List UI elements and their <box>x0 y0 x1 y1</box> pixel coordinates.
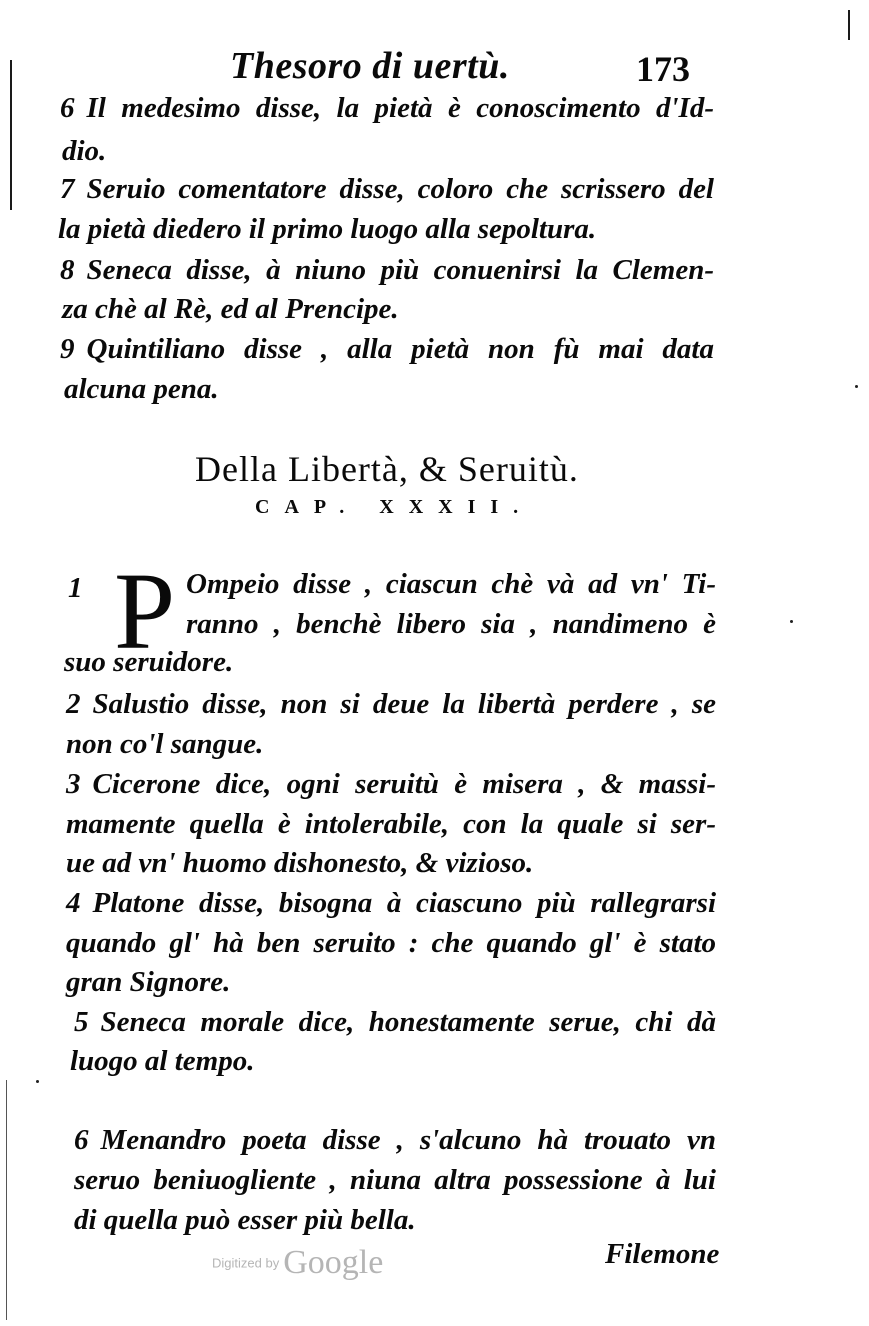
text-line <box>66 929 716 958</box>
text-line <box>60 256 714 285</box>
watermark-digitized-text: Digitized by <box>212 1255 280 1271</box>
line-text: Platone disse, bisogna à ciascuno più rallegrarsi <box>92 887 716 919</box>
text-line <box>74 1008 716 1037</box>
chapter-number: CAP. XXXII. <box>255 496 534 518</box>
item-number: 6 <box>60 92 75 124</box>
item-number: 5 <box>74 1006 89 1038</box>
text-line <box>186 610 716 639</box>
scan-speck <box>855 385 858 388</box>
line-text: la pietà diedero il primo luogo alla sepoltura. <box>58 213 597 245</box>
item-number: 6 <box>74 1124 89 1156</box>
line-text: suo seruidore. <box>64 646 234 678</box>
text-line <box>74 1166 716 1195</box>
text-line <box>186 570 716 599</box>
left-scan-edge-lower <box>6 1080 7 1320</box>
line-text: ranno , benchè libero sia , nandimeno è <box>186 608 716 640</box>
text-line <box>66 889 716 918</box>
item-number: 7 <box>60 173 75 205</box>
text-line <box>66 968 230 997</box>
line-text: Seruio comentatore disse, coloro che scrissero del <box>86 173 714 205</box>
line-text: Salustio disse, non si deue la libertà perdere , se <box>92 688 716 720</box>
line-text: luogo al tempo. <box>70 1045 255 1077</box>
line-text: alcuna pena. <box>64 373 219 405</box>
item-number: 1 <box>68 572 83 604</box>
text-line <box>64 648 233 677</box>
scan-speck <box>36 1080 39 1083</box>
line-text: dio. <box>62 135 107 167</box>
text-line <box>66 770 716 799</box>
chapter-title: Della Libertà, & Seruitù. <box>195 449 579 489</box>
line-text: Seneca disse, à niuno più conuenirsi la Clemen- <box>86 254 714 286</box>
line-text: Quintiliano disse , alla pietà non fù mai data <box>86 333 714 365</box>
line-text: Cicerone dice, ogni seruitù è misera , & massi- <box>92 768 716 800</box>
item-number: 8 <box>60 254 75 286</box>
text-line <box>58 215 596 244</box>
line-text: mamente quella è intolerabile, con la quale si ser- <box>66 808 716 840</box>
text-line <box>74 1126 716 1155</box>
line-text: seruo beniuogliente , niuna altra possessione à lui <box>74 1164 716 1196</box>
line-text: quando gl' hà ben seruito : che quando gl' è stato <box>66 927 716 959</box>
catchword: Filemone <box>605 1238 720 1270</box>
page-number: 173 <box>636 49 690 89</box>
text-line <box>66 849 533 878</box>
text-line <box>66 810 716 839</box>
running-head: Thesoro di uertù. <box>230 45 510 87</box>
item-number: 3 <box>66 768 81 800</box>
item-number: 4 <box>66 887 81 919</box>
text-line <box>70 1047 254 1076</box>
line-text: Ompeio disse , ciascun chè và ad vn' Ti- <box>186 568 716 600</box>
line-text: non co'l sangue. <box>66 728 264 760</box>
text-line <box>62 137 106 166</box>
text-line <box>64 375 219 404</box>
line-text: gran Signore. <box>66 966 231 998</box>
line-text: di quella può esser più bella. <box>74 1204 416 1236</box>
item-number: 2 <box>66 688 81 720</box>
line-text: za chè al Rè, ed al Prencipe. <box>62 293 399 325</box>
right-scan-edge <box>848 10 850 40</box>
drop-cap: P <box>114 550 176 672</box>
google-watermark <box>212 1244 383 1282</box>
item-number-standalone <box>68 574 83 603</box>
line-text: ue ad vn' huomo dishonesto, & vizioso. <box>66 847 534 879</box>
scan-speck <box>790 620 793 623</box>
left-scan-edge <box>10 60 12 210</box>
line-text: Menandro poeta disse , s'alcuno hà trouato vn <box>100 1124 716 1156</box>
text-line <box>60 175 714 204</box>
text-line <box>62 295 399 324</box>
google-logo: Google <box>283 1244 384 1281</box>
line-text: Seneca morale dice, honestamente serue, chi dà <box>100 1006 716 1038</box>
text-line <box>60 335 714 364</box>
line-text: Il medesimo disse, la pietà è conoscimento d'Id- <box>86 92 714 124</box>
text-line <box>60 94 714 123</box>
text-line <box>66 730 263 759</box>
text-line <box>66 690 716 719</box>
item-number: 9 <box>60 333 75 365</box>
text-line <box>74 1206 416 1235</box>
